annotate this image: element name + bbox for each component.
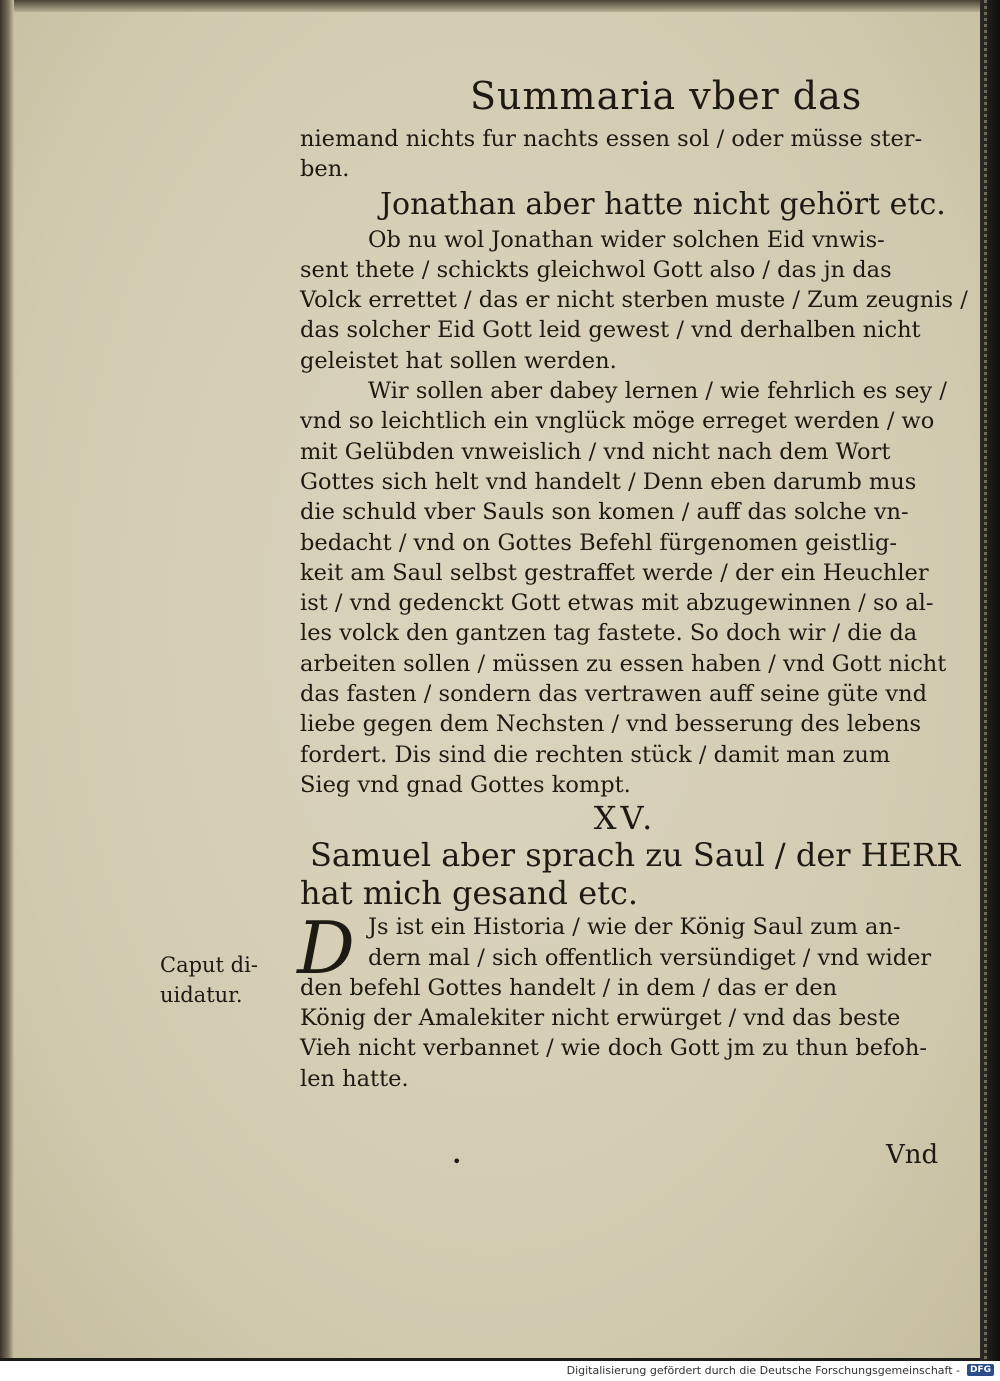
page-left-edge bbox=[0, 0, 14, 1358]
main-text-block bbox=[297, 124, 968, 1094]
footer-credit: Digitalisierung gefördert durch die Deutsche Forschungsgemeinschaft - bbox=[566, 1364, 960, 1377]
text-line: ben. bbox=[300, 156, 350, 183]
text-line: die schuld vber Sauls son komen / auff das solche vn- bbox=[300, 499, 909, 526]
text-line: Ob nu wol Jonathan wider solchen Eid vnwis- bbox=[368, 226, 885, 253]
dfg-logo-icon: DFG bbox=[967, 1364, 994, 1376]
text-line: dern mal / sich offentlich versündiget / vnd wider bbox=[368, 944, 932, 971]
text-line: Wir sollen aber dabey lernen / wie fehrlich es sey / bbox=[368, 378, 947, 405]
margin-note-line: Caput di- bbox=[160, 953, 258, 977]
text-line: les volck den gantzen tag fastete. So doch wir / die da bbox=[300, 620, 918, 647]
text-line: arbeiten sollen / müssen zu essen haben / vnd Gott nicht bbox=[300, 650, 947, 677]
text-line: vnd so leichtlich ein vnglück möge erreget werden / wo bbox=[300, 408, 935, 435]
catchword: Vnd bbox=[886, 1140, 939, 1170]
text-line: mit Gelübden vnweislich / vnd nicht nach dem Wort bbox=[300, 438, 891, 465]
digitization-footer bbox=[0, 1361, 1000, 1381]
page-top-edge bbox=[0, 0, 980, 12]
text-line: sent thete / schickts gleichwol Gott also / das jn das bbox=[300, 256, 892, 283]
section-heading: Samuel aber sprach zu Saul / der HERR bbox=[310, 836, 961, 875]
text-line: liebe gegen dem Nechsten / vnd besserung des lebens bbox=[300, 711, 922, 738]
text-line: Sieg vnd gnad Gottes kompt. bbox=[300, 771, 631, 798]
margin-note-line: uidatur. bbox=[160, 983, 243, 1007]
text-line: den befehl Gottes handelt / in dem / das er den bbox=[300, 974, 838, 1001]
running-header: Summaria vber das bbox=[470, 74, 863, 118]
section-heading: hat mich gesand etc. bbox=[300, 874, 639, 913]
text-line: das fasten / sondern das vertrawen auff seine güte vnd bbox=[300, 681, 928, 708]
section-heading: Jonathan aber hatte nicht gehört etc. bbox=[380, 186, 946, 222]
ink-speck: • bbox=[452, 1152, 462, 1171]
section-number: XV. bbox=[593, 799, 657, 838]
text-line: len hatte. bbox=[300, 1065, 409, 1092]
book-spine-edge bbox=[980, 0, 1000, 1381]
text-line: Js ist ein Historia / wie der König Saul zum an- bbox=[368, 914, 901, 941]
text-line: das solcher Eid Gott leid gewest / vnd derhalben nicht bbox=[300, 317, 921, 344]
text-line: niemand nichts fur nachts essen sol / oder müsse ster- bbox=[300, 126, 923, 152]
dropcap-initial: D bbox=[297, 906, 355, 991]
text-line: ist / vnd gedenckt Gott etwas mit abzugewinnen / so al- bbox=[300, 590, 934, 617]
text-line: Gottes sich helt vnd handelt / Denn eben darumb mus bbox=[300, 468, 917, 495]
text-line: fordert. Dis sind die rechten stück / damit man zum bbox=[300, 741, 891, 768]
spine-strip bbox=[984, 0, 987, 1381]
text-line: geleistet hat sollen werden. bbox=[300, 347, 617, 374]
margin-note bbox=[160, 950, 260, 1010]
text-line: Volck errettet / das er nicht sterben muste / Zum zeugnis / bbox=[300, 287, 968, 314]
text-line: Vieh nicht verbannet / wie doch Gott jm zu thun befoh- bbox=[300, 1035, 927, 1062]
text-line: keit am Saul selbst gestraffet werde / der ein Heuchler bbox=[300, 559, 929, 586]
text-line: bedacht / vnd on Gottes Befehl fürgenomen geistlig- bbox=[300, 529, 897, 556]
text-line: König der Amalekiter nicht erwürget / vnd das beste bbox=[300, 1005, 901, 1032]
dropcap-paragraph bbox=[297, 906, 950, 1094]
